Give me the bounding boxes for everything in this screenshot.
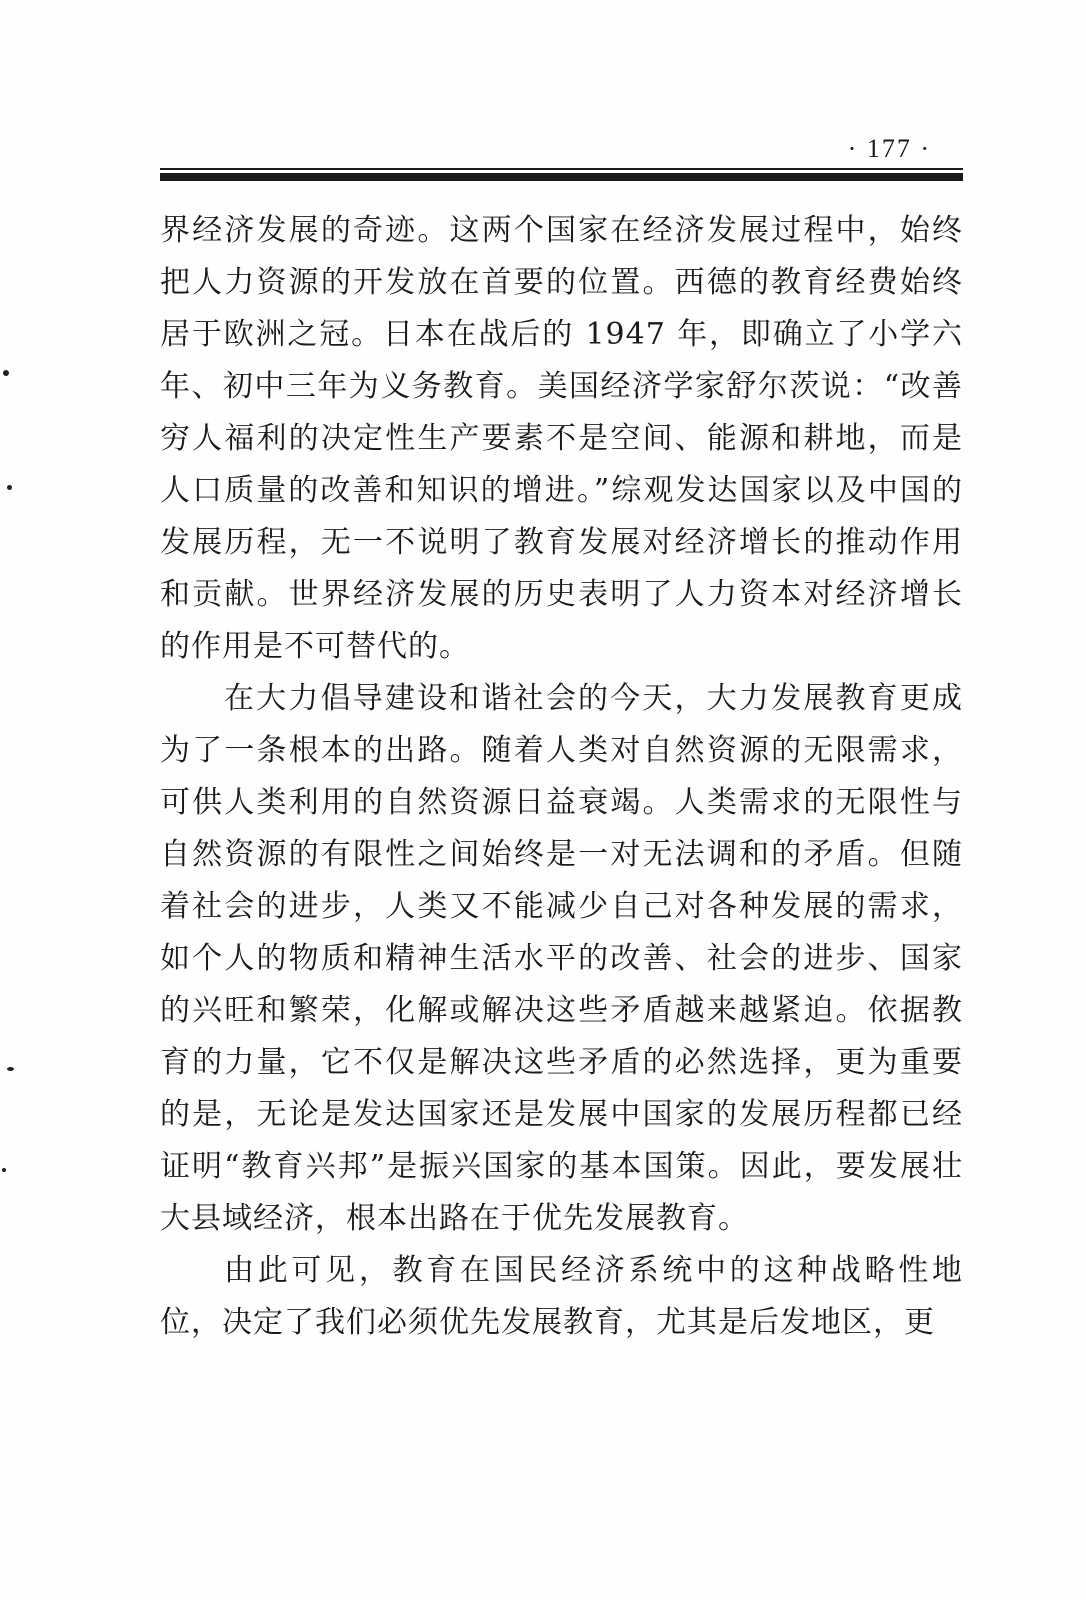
header-rule-thick <box>160 173 963 181</box>
scan-speck <box>7 1067 14 1071</box>
header-rule-thin <box>160 168 963 170</box>
scan-speck <box>2 1168 6 1172</box>
body-text <box>160 205 963 1349</box>
paragraph-2: 在大力倡导建设和谐社会的今天，大力发展教育更成为了一条根本的出路。随着人类对自然资源的无限需求，可供人类利用的自然资源日益衰竭。人类需求的无限性与自然资源的有限性之间始终是一对无法调和的矛盾。但随着社会的进步，人类又不能减少自己对各种发展的需求，如个人的物质和精神生活水平的改善、社会的进步、国家的兴旺和繁荣，化解或解决这些矛盾越来越紧迫。依据教育的力量，它不仅是解决这些矛盾的必然选择，更为重要的是，无论是发达国家还是发展中国家的发展历程都已经证明“教育兴邦”是振兴国家的基本国策。因此，要发展壮大县域经济，根本出路在于优先发展教育。 <box>160 681 963 1236</box>
paragraph-3: 由此可见，教育在国民经济系统中的这种战略性地位，决定了我们必须优先发展教育，尤其是后发地区，更 <box>160 1253 963 1340</box>
scan-speck <box>7 485 12 490</box>
page-number: · 177 · <box>847 134 931 163</box>
paragraph-1: 界经济发展的奇迹。这两个国家在经济发展过程中，始终把人力资源的开发放在首要的位置。西德的教育经费始终居于欧洲之冠。日本在战后的 1947 年，即确立了小学六年、初中三年为义务教育。美国经济学家舒尔茨说：“改善穷人福利的决定性生产要素不是空间、能源和耕地，而是人口质量的改善和知识的增进。”综观发达国家以及中国的发展历程，无一不说明了教育发展对经济增长的推动作用和贡献。世界经济发展的历史表明了人力资本对经济增长的作用是不可替代的。 <box>160 213 963 664</box>
scan-speck <box>3 370 9 376</box>
page-header <box>160 128 963 188</box>
